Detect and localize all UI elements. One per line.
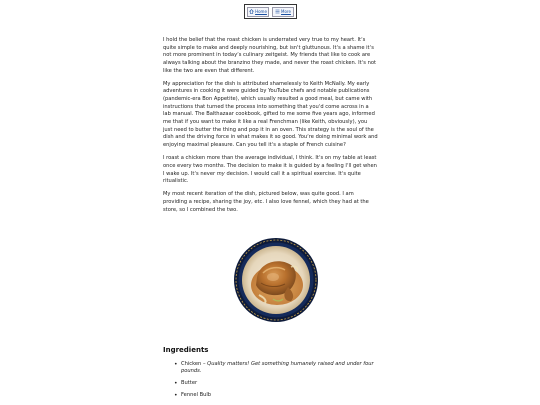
ingredient-note: Quality matters! Get something humanely raised and under four pounds. <box>181 361 374 375</box>
menu-icon <box>275 9 280 14</box>
ingredient-butter: • Butter <box>174 380 384 387</box>
home-icon <box>249 9 254 14</box>
home-label: Home <box>255 8 267 14</box>
paragraph-recent: My most recent iteration of the dish, pictured below, was quite good. I am providing a recipe, sharing the joy, etc. I also love fennel, which they had at the store, so I combined the two. <box>163 191 369 213</box>
more-button[interactable] <box>272 7 294 17</box>
home-button[interactable] <box>247 7 269 17</box>
paragraph-intro: I hold the belief that the roast chicken is underrated very true to my heart. Itʼs quite simple to make and deeply nourishing, but isn't gluttunous. Itʼs a shame itʼs not more prominent in todayʼs culinary zeitgeist. My friends that like to cook are always talking about the branzino they made, and never the roast chicken. Itʼs not like the two are even that different. <box>163 37 376 74</box>
article-body <box>163 37 378 220</box>
paragraph-frequency: I roast a chicken more than the average individual, I think. Itʼs on my table at least once every two months. The decision to make it is guided by a feeling Iʼll get when I wake up. Itʼs never my decision. I would call it a spiritual exercise. Itʼs quite ritualistic. <box>163 155 377 185</box>
top-nav <box>244 4 297 19</box>
ingredients-list <box>174 361 384 403</box>
roast-chicken-photo <box>233 237 319 323</box>
ingredients-heading: Ingredients <box>163 346 209 354</box>
ingredient-chicken: • Chicken – Quality matters! Get something humanely raised and under four pounds. <box>174 361 384 376</box>
more-label: More <box>281 8 291 14</box>
paragraph-appreciation: My appreciation for the dish is attributed shamelessly to Keith McNally. My early adventures in cooking it were guided by YouTube chefs and notable publications (pandemic-era Bon Appetite), which usually resulted a good meal, but came with instructions that turned the process into something that youʼd come across in a lab manual. The Balthazaar cookbook, gifted to me some five years ago, informed me that if you want to make it like a real Frenchman (like Keith, obviously), you just need to butter the thing and pop it in an oven. This strategy is the soul of the dish and the driving force in what makes it so good. Youʼre doing minimal work and enjoying maximal pleasure. Can you tell itʼs a staple of French cuisine? <box>163 80 378 149</box>
emphasis-my: my <box>216 170 225 177</box>
ingredient-fennel: • Fennel Bulb <box>174 392 384 399</box>
